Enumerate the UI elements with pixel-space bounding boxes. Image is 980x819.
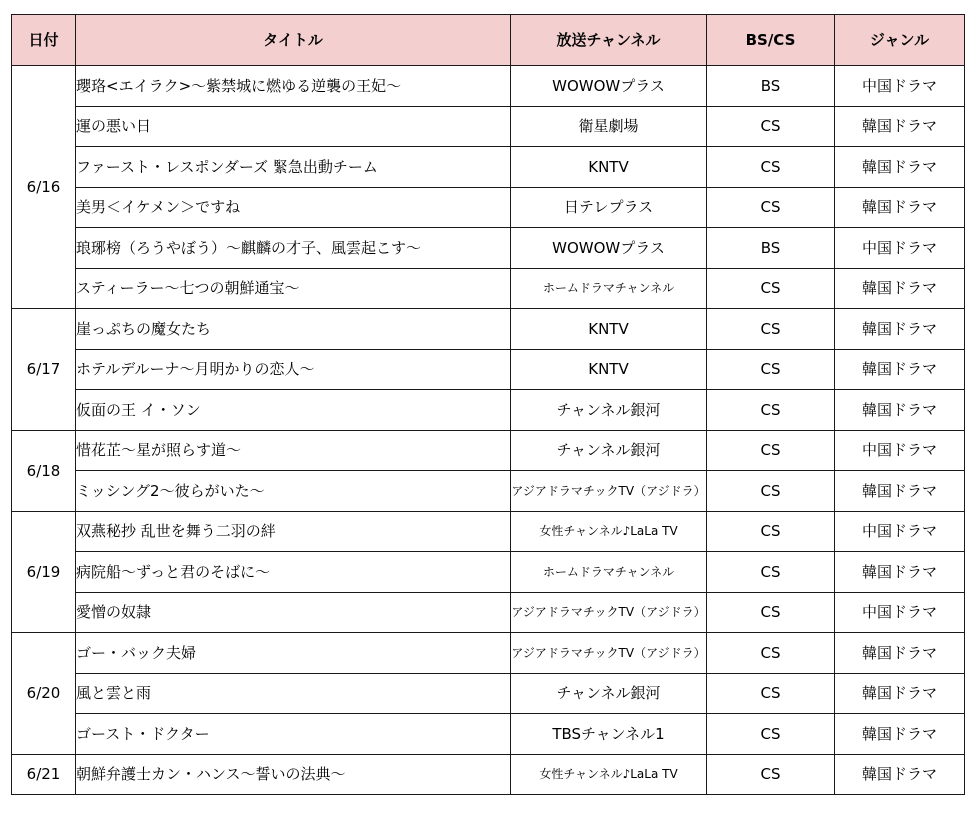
table-row (12, 309, 965, 350)
bs-cs-cell: CS (707, 592, 835, 633)
channel-cell: KNTV (511, 349, 707, 390)
genre-cell: 韓国ドラマ (835, 390, 965, 431)
genre-cell: 韓国ドラマ (835, 349, 965, 390)
bs-cs-cell: CS (707, 106, 835, 147)
bs-cs-cell: CS (707, 390, 835, 431)
table-row (12, 714, 965, 755)
channel-cell: 女性チャンネル♪LaLa TV (511, 754, 707, 795)
header-date: 日付 (12, 15, 76, 66)
genre-cell: 韓国ドラマ (835, 673, 965, 714)
table-row (12, 228, 965, 269)
channel-cell: WOWOWプラス (511, 228, 707, 269)
bs-cs-cell: CS (707, 511, 835, 552)
bs-cs-cell: CS (707, 754, 835, 795)
bs-cs-cell: CS (707, 552, 835, 593)
channel-cell: チャンネル銀河 (511, 390, 707, 431)
table-row (12, 430, 965, 471)
genre-cell: 韓国ドラマ (835, 714, 965, 755)
bs-cs-cell: CS (707, 268, 835, 309)
title-cell: 双燕秘抄 乱世を舞う二羽の絆 (76, 511, 511, 552)
genre-cell: 韓国ドラマ (835, 471, 965, 512)
header-channel: 放送チャンネル (511, 15, 707, 66)
channel-cell: ホームドラマチャンネル (511, 268, 707, 309)
channel-cell: ホームドラマチャンネル (511, 552, 707, 593)
genre-cell: 中国ドラマ (835, 228, 965, 269)
genre-cell: 韓国ドラマ (835, 552, 965, 593)
bs-cs-cell: BS (707, 66, 835, 107)
title-cell: 崖っぷちの魔女たち (76, 309, 511, 350)
genre-cell: 韓国ドラマ (835, 268, 965, 309)
schedule-body (12, 66, 965, 795)
table-row (12, 592, 965, 633)
table-row (12, 673, 965, 714)
header-row (12, 15, 965, 66)
title-cell: 仮面の王 イ・ソン (76, 390, 511, 431)
header-title: タイトル (76, 15, 511, 66)
broadcast-schedule-table (11, 14, 965, 795)
table-row (12, 633, 965, 674)
header-bs-cs: BS/CS (707, 15, 835, 66)
channel-cell: KNTV (511, 147, 707, 188)
title-cell: ゴー・バック夫婦 (76, 633, 511, 674)
title-cell: ファースト・レスポンダーズ 緊急出動チーム (76, 147, 511, 188)
date-cell: 6/19 (12, 511, 76, 633)
title-cell: 病院船～ずっと君のそばに～ (76, 552, 511, 593)
table-row (12, 511, 965, 552)
genre-cell: 韓国ドラマ (835, 309, 965, 350)
bs-cs-cell: CS (707, 633, 835, 674)
genre-cell: 韓国ドラマ (835, 187, 965, 228)
title-cell: 運の悪い日 (76, 106, 511, 147)
title-cell: 瓔珞<エイラク>～紫禁城に燃ゆる逆襲の王妃～ (76, 66, 511, 107)
channel-cell: 日テレプラス (511, 187, 707, 228)
title-cell: 朝鮮弁護士カン・ハンス～誓いの法典～ (76, 754, 511, 795)
table-row (12, 552, 965, 593)
channel-cell: アジアドラマチックTV（アジドラ） (511, 471, 707, 512)
bs-cs-cell: CS (707, 349, 835, 390)
bs-cs-cell: CS (707, 147, 835, 188)
channel-cell: WOWOWプラス (511, 66, 707, 107)
title-cell: 惜花芷～星が照らす道～ (76, 430, 511, 471)
genre-cell: 中国ドラマ (835, 511, 965, 552)
genre-cell: 中国ドラマ (835, 430, 965, 471)
channel-cell: アジアドラマチックTV（アジドラ） (511, 592, 707, 633)
table-row (12, 66, 965, 107)
bs-cs-cell: CS (707, 673, 835, 714)
bs-cs-cell: BS (707, 228, 835, 269)
date-cell: 6/18 (12, 430, 76, 511)
genre-cell: 中国ドラマ (835, 66, 965, 107)
title-cell: スティーラー～七つの朝鮮通宝～ (76, 268, 511, 309)
table-row (12, 268, 965, 309)
channel-cell: アジアドラマチックTV（アジドラ） (511, 633, 707, 674)
table-row (12, 754, 965, 795)
table-row (12, 187, 965, 228)
channel-cell: チャンネル銀河 (511, 430, 707, 471)
channel-cell: KNTV (511, 309, 707, 350)
channel-cell: 女性チャンネル♪LaLa TV (511, 511, 707, 552)
bs-cs-cell: CS (707, 714, 835, 755)
genre-cell: 韓国ドラマ (835, 147, 965, 188)
title-cell: 風と雲と雨 (76, 673, 511, 714)
genre-cell: 韓国ドラマ (835, 106, 965, 147)
channel-cell: チャンネル銀河 (511, 673, 707, 714)
header-genre: ジャンル (835, 15, 965, 66)
genre-cell: 韓国ドラマ (835, 754, 965, 795)
table-row (12, 471, 965, 512)
table-row (12, 147, 965, 188)
channel-cell: TBSチャンネル1 (511, 714, 707, 755)
genre-cell: 中国ドラマ (835, 592, 965, 633)
bs-cs-cell: CS (707, 187, 835, 228)
title-cell: 琅琊榜（ろうやぼう）～麒麟の才子、風雲起こす～ (76, 228, 511, 269)
date-cell: 6/17 (12, 309, 76, 431)
title-cell: ミッシング2～彼らがいた～ (76, 471, 511, 512)
genre-cell: 韓国ドラマ (835, 633, 965, 674)
title-cell: ゴースト・ドクター (76, 714, 511, 755)
bs-cs-cell: CS (707, 471, 835, 512)
date-cell: 6/16 (12, 66, 76, 309)
table-row (12, 349, 965, 390)
channel-cell: 衛星劇場 (511, 106, 707, 147)
bs-cs-cell: CS (707, 309, 835, 350)
title-cell: ホテルデルーナ～月明かりの恋人～ (76, 349, 511, 390)
date-cell: 6/20 (12, 633, 76, 755)
title-cell: 美男＜イケメン＞ですね (76, 187, 511, 228)
title-cell: 愛憎の奴隷 (76, 592, 511, 633)
date-cell: 6/21 (12, 754, 76, 795)
table-row (12, 390, 965, 431)
table-row (12, 106, 965, 147)
bs-cs-cell: CS (707, 430, 835, 471)
